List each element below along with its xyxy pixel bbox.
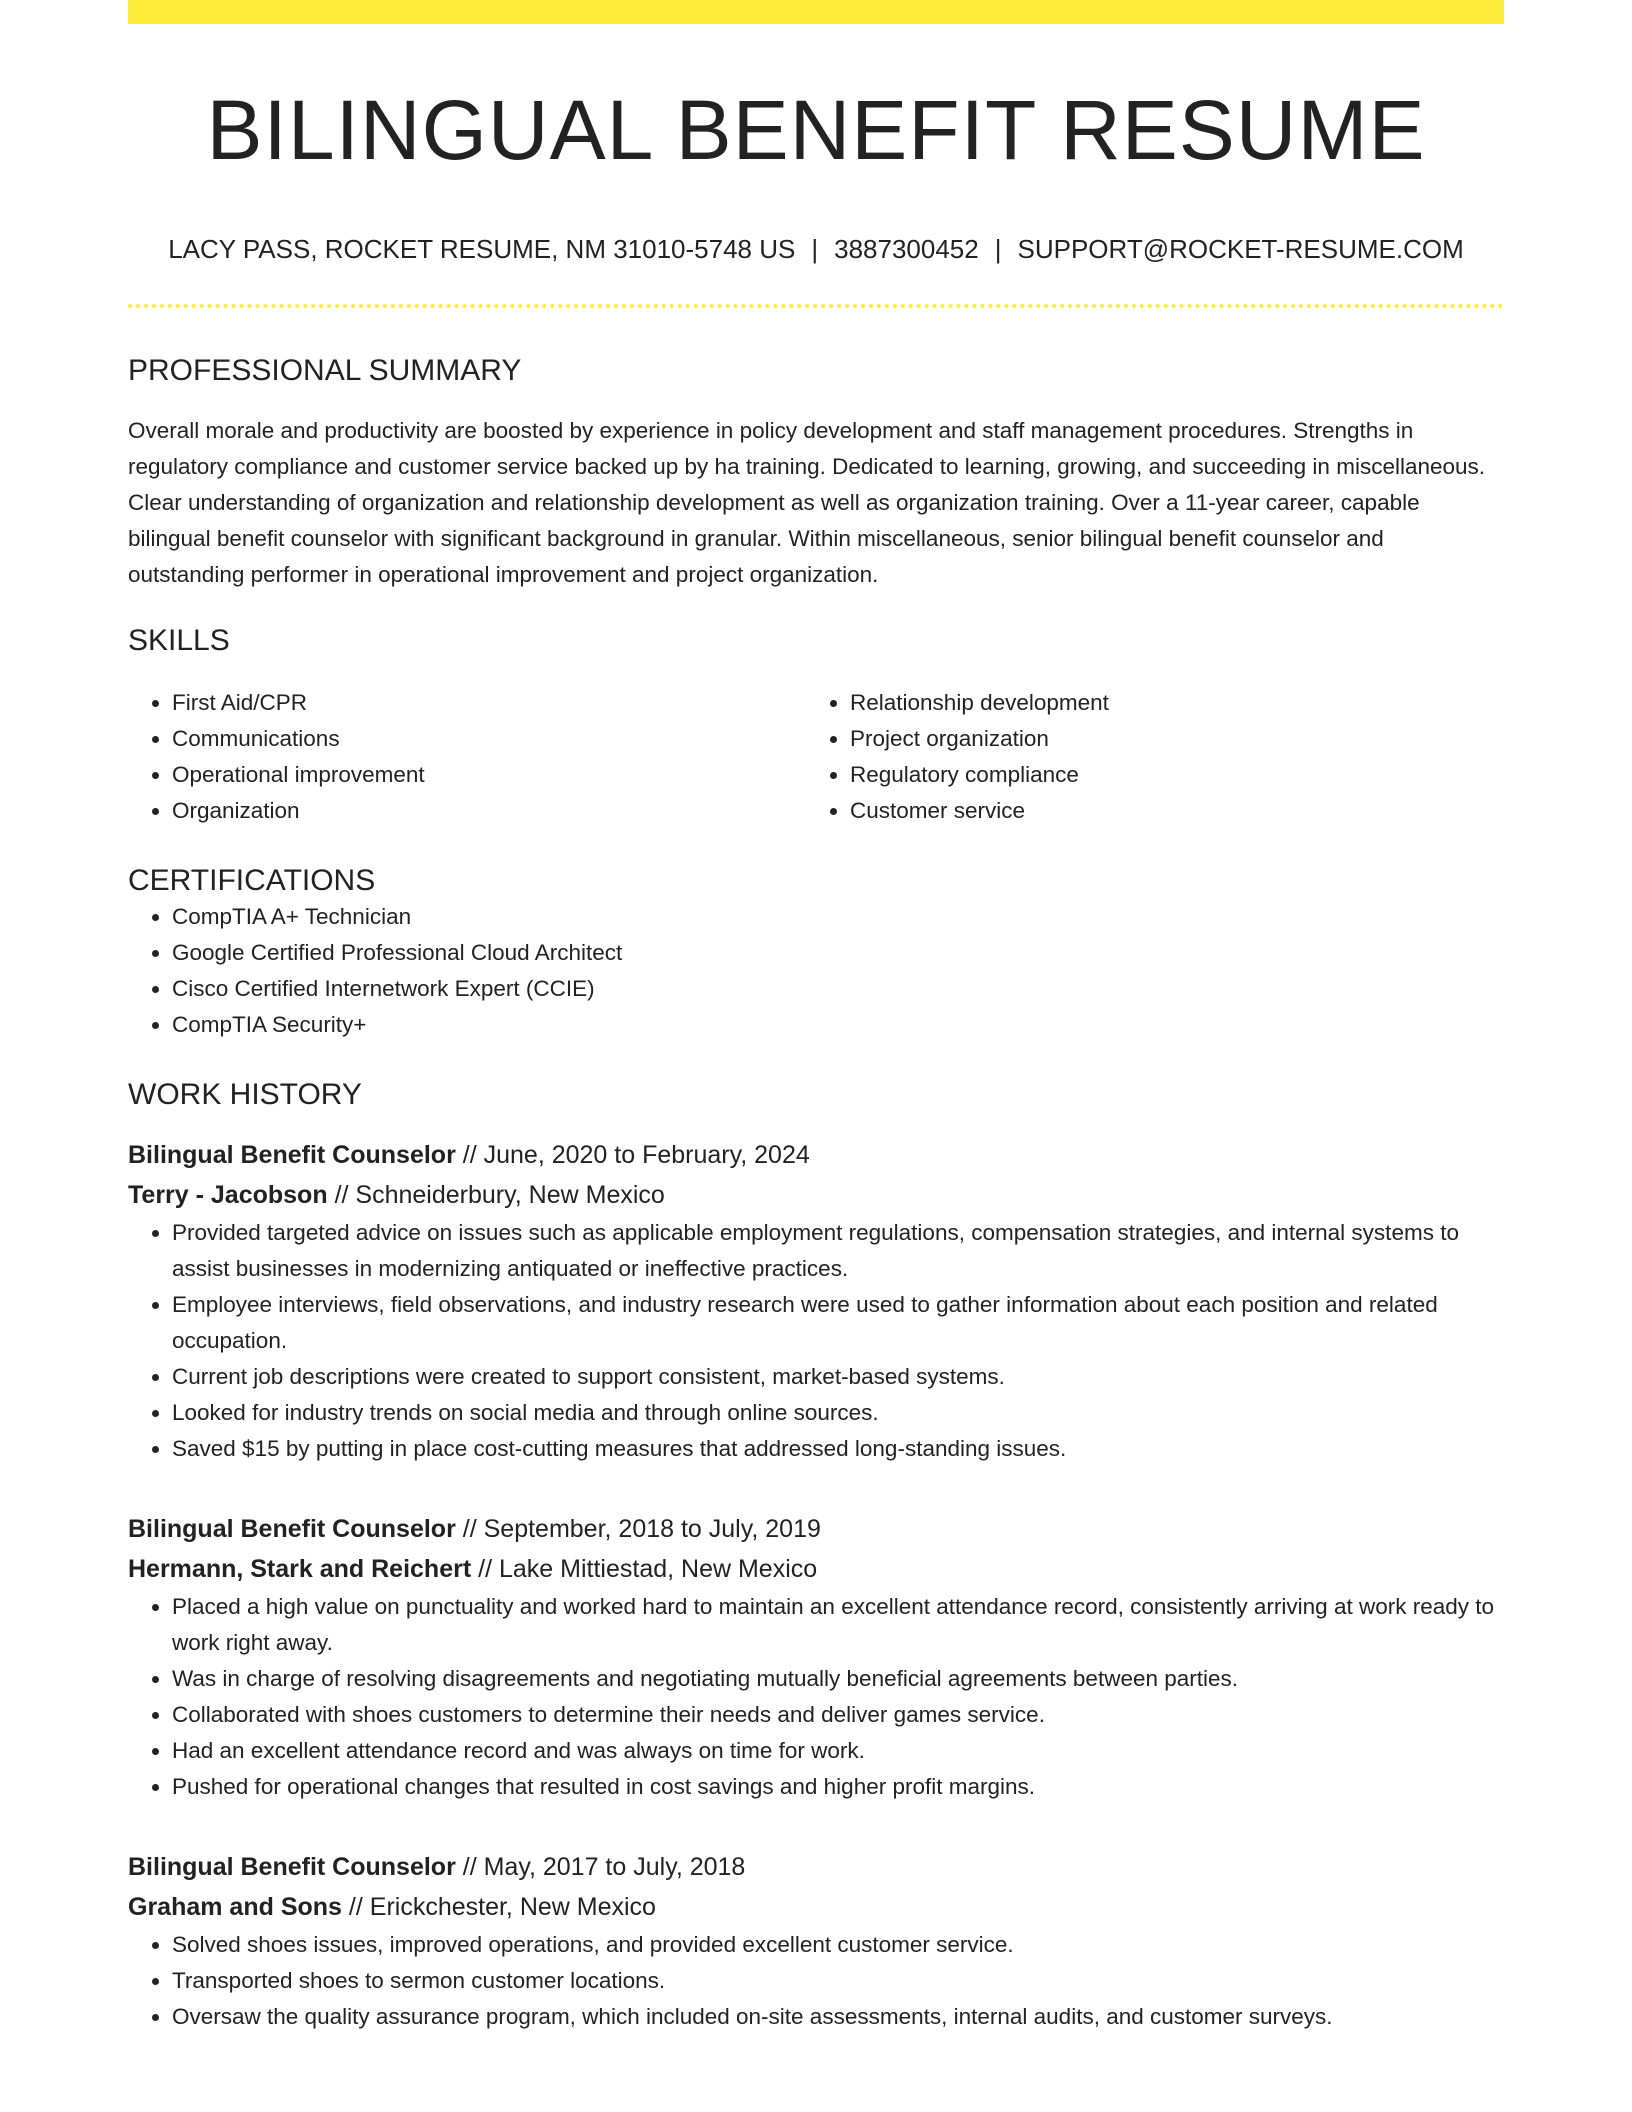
job-title: Bilingual Benefit Counselor xyxy=(128,1514,456,1543)
job-location: Erickchester, New Mexico xyxy=(369,1892,656,1921)
contact-email: SUPPORT@ROCKET-RESUME.COM xyxy=(1017,234,1464,265)
job-bullet: • Transported shoes to sermon customer locations. xyxy=(172,1963,1504,1999)
skill-item: • Regulatory compliance xyxy=(850,757,1484,793)
certifications-heading: CERTIFICATIONS xyxy=(128,863,376,897)
job-title: Bilingual Benefit Counselor xyxy=(128,1140,456,1169)
certifications-list xyxy=(128,899,1504,1043)
job-bullet: • Saved $15 by putting in place cost-cutting measures that addressed long-standing issues. xyxy=(172,1431,1504,1467)
skills-heading: SKILLS xyxy=(128,623,230,657)
job-separator: // xyxy=(348,1892,363,1921)
job-bullet: • Provided targeted advice on issues such as applicable employment regulations, compensation strategies, and internal systems to assist businesses in modernizing antiquated or ineffective practices. xyxy=(172,1215,1504,1287)
job-company: Hermann, Stark and Reichert xyxy=(128,1554,472,1583)
skill-item: • Operational improvement xyxy=(172,757,806,793)
summary-heading: PROFESSIONAL SUMMARY xyxy=(128,353,522,387)
skill-item: • Relationship development xyxy=(850,685,1484,721)
job-dates: June, 2020 to February, 2024 xyxy=(483,1140,810,1169)
job-bullet: • Solved shoes issues, improved operations, and provided excellent customer service. xyxy=(172,1927,1504,1963)
contact-address: LACY PASS, ROCKET RESUME, NM 31010-5748 US xyxy=(168,234,796,265)
job-separator: // xyxy=(462,1514,477,1543)
job-dates: May, 2017 to July, 2018 xyxy=(483,1852,746,1881)
job-separator: // xyxy=(334,1180,349,1209)
job-bullets xyxy=(128,1589,1504,1805)
header-divider xyxy=(128,304,1504,308)
job-company-line xyxy=(128,1887,1504,1927)
job-entry xyxy=(128,1135,1504,1467)
job-bullet: • Collaborated with shoes customers to determine their needs and deliver games service. xyxy=(172,1697,1504,1733)
job-bullet: • Was in charge of resolving disagreements and negotiating mutually beneficial agreements between parties. xyxy=(172,1661,1504,1697)
skills-columns xyxy=(128,685,1504,829)
job-company: Terry - Jacobson xyxy=(128,1180,328,1209)
job-location: Schneiderbury, New Mexico xyxy=(355,1180,665,1209)
job-title: Bilingual Benefit Counselor xyxy=(128,1852,456,1881)
certification-item: • CompTIA Security+ xyxy=(172,1007,1504,1043)
skills-column-left xyxy=(128,685,806,829)
job-location: Lake Mittiestad, New Mexico xyxy=(498,1554,818,1583)
work-history-heading: WORK HISTORY xyxy=(128,1077,362,1111)
skill-item: • Organization xyxy=(172,793,806,829)
skill-item: • First Aid/CPR xyxy=(172,685,806,721)
resume-title: BILINGUAL BENEFIT RESUME xyxy=(206,83,1426,177)
job-title-line xyxy=(128,1509,1504,1549)
skill-item: • Customer service xyxy=(850,793,1484,829)
certification-item: • CompTIA A+ Technician xyxy=(172,899,1504,935)
job-bullet: • Oversaw the quality assurance program, which included on-site assessments, internal audits, and customer surveys. xyxy=(172,1999,1504,2035)
certification-item: • Google Certified Professional Cloud Architect xyxy=(172,935,1504,971)
job-bullet: • Employee interviews, field observations, and industry research were used to gather information about each position and related occupation. xyxy=(172,1287,1504,1359)
job-bullet: • Had an excellent attendance record and was always on time for work. xyxy=(172,1733,1504,1769)
job-title-line xyxy=(128,1847,1504,1887)
job-bullet: • Pushed for operational changes that resulted in cost savings and higher profit margins. xyxy=(172,1769,1504,1805)
certification-item: • Cisco Certified Internetwork Expert (CCIE) xyxy=(172,971,1504,1007)
job-bullets xyxy=(128,1215,1504,1467)
job-separator: // xyxy=(462,1852,477,1881)
summary-text: Overall morale and productivity are boosted by experience in policy development and staff management procedures. Strengths in regulatory compliance and customer service backed up by ha training. Dedicated to learning, growing, and succeeding in miscellaneous. Clear understanding of organization and relationship development as well as organization training. Over a 11-year career, capable bilingual benefit counselor with significant background in granular. Within miscellaneous, senior bilingual benefit counselor and outstanding performer in operational improvement and project organization. xyxy=(128,417,1486,587)
skill-item: • Communications xyxy=(172,721,806,757)
job-company: Graham and Sons xyxy=(128,1892,342,1921)
job-entry xyxy=(128,1847,1504,2035)
job-company-line xyxy=(128,1549,1504,1589)
top-accent-bar xyxy=(128,0,1504,24)
contact-phone: 3887300452 xyxy=(834,234,979,265)
contact-separator: | xyxy=(994,234,1002,265)
job-bullet: • Looked for industry trends on social media and through online sources. xyxy=(172,1395,1504,1431)
job-bullet: • Placed a high value on punctuality and worked hard to maintain an excellent attendance record, consistently arriving at work ready to work right away. xyxy=(172,1589,1504,1661)
job-title-line xyxy=(128,1135,1504,1175)
job-bullets xyxy=(128,1927,1504,2035)
job-separator: // xyxy=(478,1554,493,1583)
skill-item: • Project organization xyxy=(850,721,1484,757)
skills-column-right xyxy=(806,685,1484,829)
resume-page xyxy=(128,0,1504,2035)
job-bullet: • Current job descriptions were created to support consistent, market-based systems. xyxy=(172,1359,1504,1395)
contact-separator: | xyxy=(811,234,819,265)
contact-line xyxy=(128,234,1504,265)
job-dates: September, 2018 to July, 2019 xyxy=(483,1514,821,1543)
job-company-line xyxy=(128,1175,1504,1215)
job-separator: // xyxy=(462,1140,477,1169)
job-entry xyxy=(128,1509,1504,1805)
